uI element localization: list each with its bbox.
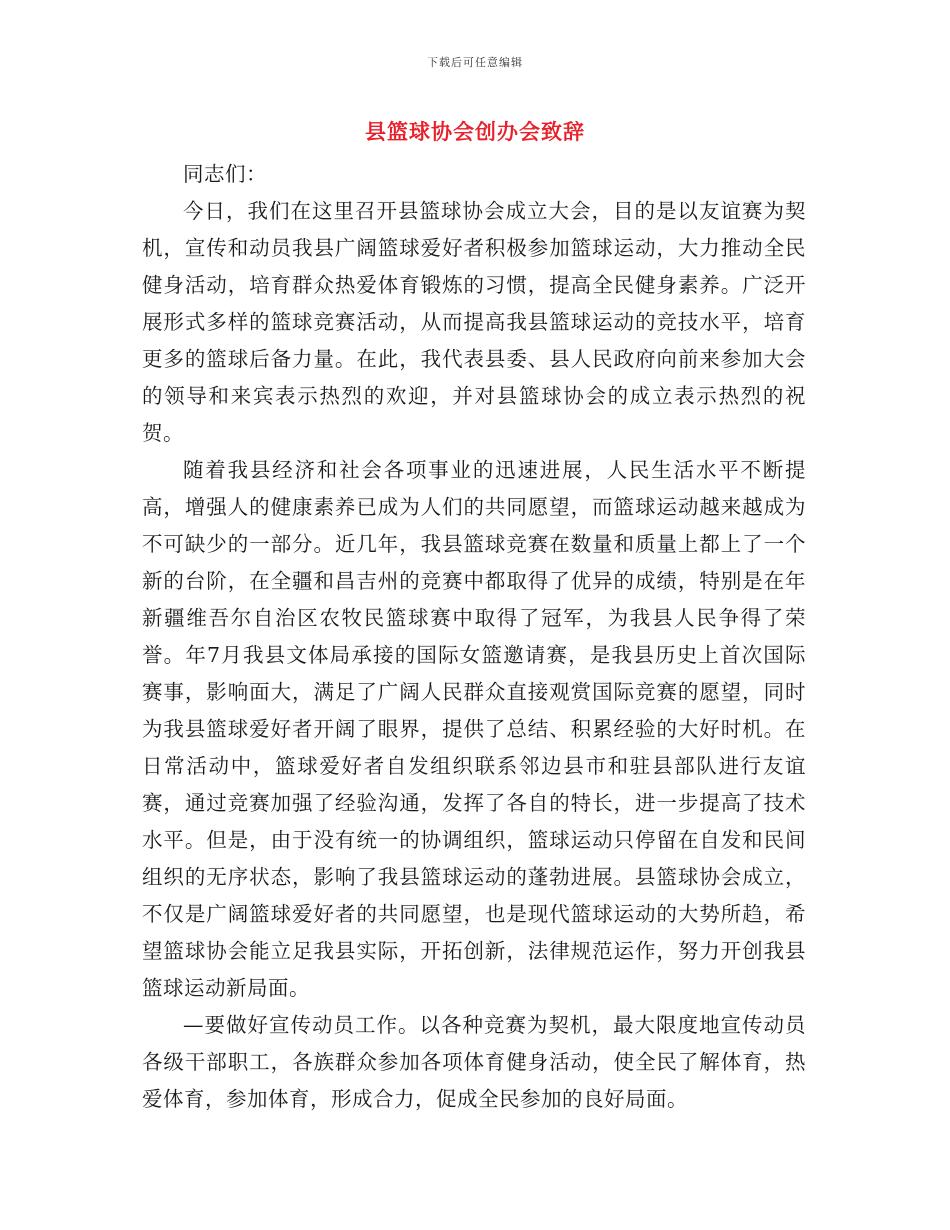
body-paragraph: 随着我县经济和社会各项事业的迅速进展，人民生活水平不断提高，增强人的健康素养已成为人们的共同愿望，而篮球运动越来越成为不可缺少的一部分。近几年，我县篮球竞赛在数量和质量上都上了一个新的台阶，在全疆和昌吉州的竞赛中都取得了优异的成绩，特别是在年新疆维吾尔自治区农牧民篮球赛中取得了冠军，为我县人民争得了荣誉。年7月我县文体局承接的国际女篮邀请赛，是我县历史上首次国际赛事，影响面大，满足了广阔人民群众直接观赏国际竞赛的愿望，同时为我县篮球爱好者开阔了眼界，提供了总结、积累经验的大好时机。在日常活动中，篮球爱好者自发组织联系邻边县市和驻县部队进行友谊赛，通过竞赛加强了经验沟通，发挥了各自的特长，进一步提高了技术水平。但是，由于没有统一的协调组织，篮球运动只停留在自发和民间组织的无序状态，影响了我县篮球运动的蓬勃进展。县篮球协会成立，不仅是广阔篮球爱好者的共同愿望，也是现代篮球运动的大势所趋，希望篮球协会能立足我县实际，开拓创新，法律规范运作，努力开创我县篮球运动新局面。 [142,458,806,1000]
salutation: 同志们： [183,162,267,186]
body-paragraph: 今日，我们在这里召开县篮球协会成立大会，目的是以友谊赛为契机，宣传和动员我县广阔篮球爱好者积极参加篮球运动，大力推动全民健身活动，培育群众热爱体育锻炼的习惯，提高全民健身素养。广泛开展形式多样的篮球竞赛活动，从而提高我县篮球运动的竞技水平，培育更多的篮球后备力量。在此，我代表县委、县人民政府向前来参加大会的领导和来宾表示热烈的欢迎，并对县篮球协会的成立表示热烈的祝贺。 [142,199,806,445]
body-paragraph: —要做好宣传动员工作。以各种竞赛为契机，最大限度地宣传动员各级干部职工，各族群众参加各项体育健身活动，使全民了解体育，热爱体育，参加体育，形成合力，促成全民参加的良好局面。 [142,1013,806,1111]
document-body [142,156,806,1118]
document-title: 县篮球协会创办会致辞 [365,119,585,144]
header-note: 下载后可任意编辑 [427,56,523,69]
